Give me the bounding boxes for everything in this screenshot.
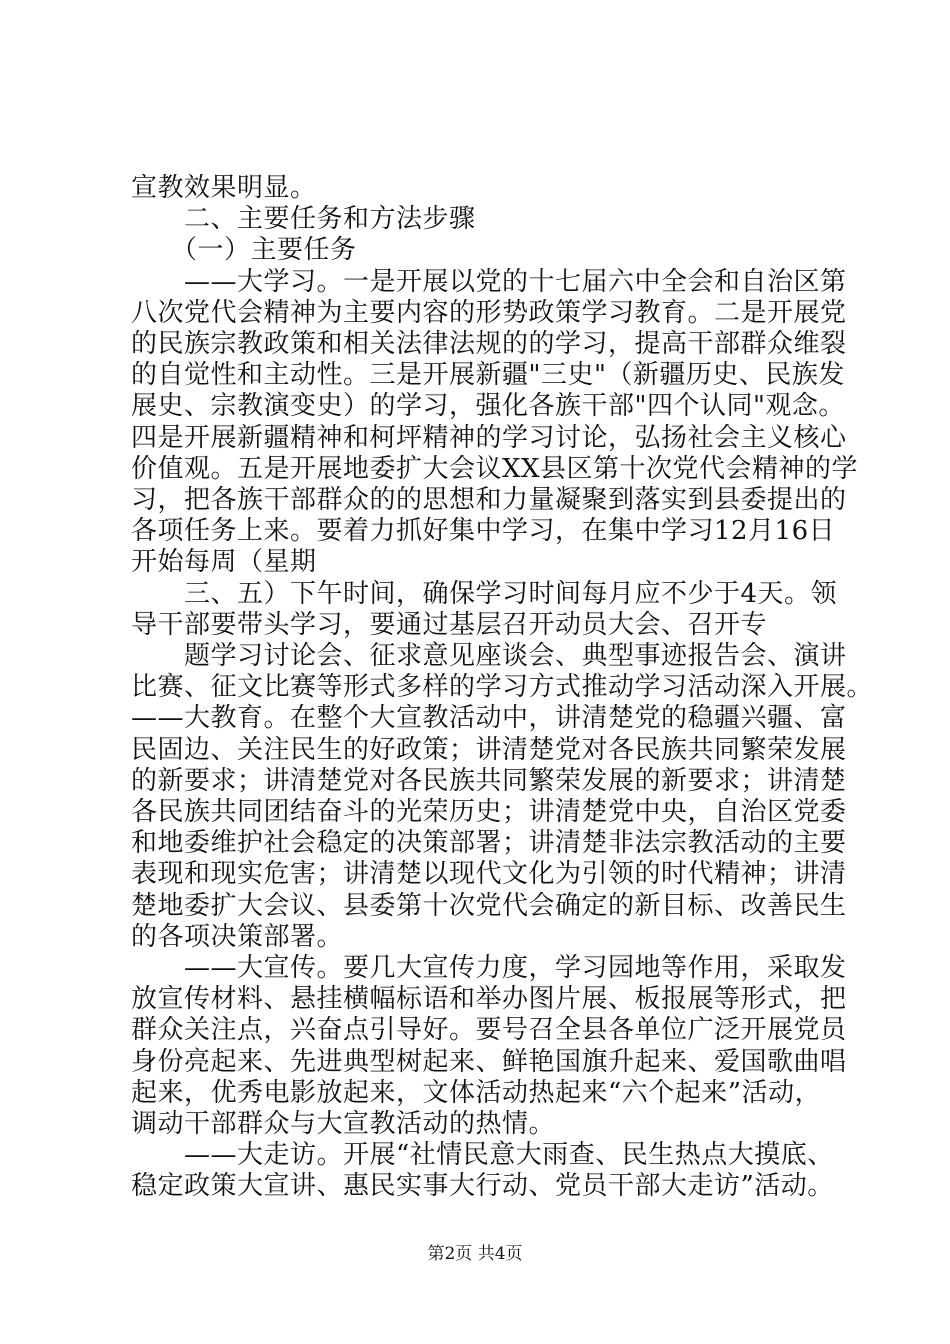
text-line: 稳定政策大宣讲、惠民实事大行动、党员干部大走访”活动。 <box>131 1171 834 1201</box>
text-line: 题学习讨论会、征求意见座谈会、典型事迹报告会、演讲 <box>131 641 847 671</box>
text-line: 习，把各族干部群众的的思想和力量凝聚到落实到县委提出的 <box>131 485 847 515</box>
text-line: ——大宣传。要几大宣传力度，学习园地等作用，采取发 <box>131 953 847 983</box>
text-line: （一）主要任务 <box>131 235 357 265</box>
text-line: 起来，优秀电影放起来，文体活动热起来“六个起来”活动， <box>131 1078 822 1108</box>
text-line: ——大学习。一是开展以党的十七届六中全会和自治区第 <box>131 267 847 297</box>
text-line: 三、五）下午时间，确保学习时间每月应不少于4天。领 <box>131 579 838 609</box>
text-line: 比赛、征文比赛等形式多样的学习方式推动学习活动深入开展。 <box>131 672 874 702</box>
text-line: 导干部要带头学习，要通过基层召开动员大会、召开专 <box>131 610 768 640</box>
text-line: 宣教效果明显。 <box>131 173 317 203</box>
page-footer: 第2页 共4页 <box>427 1244 523 1264</box>
text-line: 展史、宗教演变史）的学习，强化各族干部"四个认同"观念。 <box>131 391 845 421</box>
text-line: 调动干部群众与大宣教活动的热情。 <box>131 1109 556 1139</box>
text-line: 二、主要任务和方法步骤 <box>131 204 476 234</box>
text-line: 民固边、关注民生的好政策；讲清楚党对各民族共同繁荣发展 <box>131 735 847 765</box>
text-line: 群众关注点，兴奋点引导好。要号召全县各单位广泛开展党员 <box>131 1015 847 1045</box>
text-line: 和地委维护社会稳定的决策部署；讲清楚非法宗教活动的主要 <box>131 828 847 858</box>
text-line: 四是开展新疆精神和柯坪精神的学习讨论，弘扬社会主义核心 <box>131 423 847 453</box>
text-line: 表现和现实危害；讲清楚以现代文化为引领的时代精神；讲清 <box>131 859 847 889</box>
text-line: 价值观。五是开展地委扩大会议XX县区第十次党代会精神的学 <box>131 454 859 484</box>
text-line: 的各项决策部署。 <box>131 922 344 952</box>
text-line: 的民族宗教政策和相关法律法规的的学习，提高干部群众维裂 <box>131 329 847 359</box>
text-line: ——大走访。开展“社情民意大雨查、民生热点大摸底、 <box>131 1140 834 1170</box>
text-line: 身份亮起来、先进典型树起来、鲜艳国旗升起来、爱国歌曲唱 <box>131 1047 847 1077</box>
text-line: 楚地委扩大会议、县委第十次党代会确定的新目标、改善民生 <box>131 891 847 921</box>
text-line: 八次党代会精神为主要内容的形势政策学习教育。二是开展党 <box>131 298 847 328</box>
text-line: 各民族共同团结奋斗的光荣历史；讲清楚党中央，自治区党委 <box>131 797 847 827</box>
text-line: 的新要求；讲清楚党对各民族共同繁荣发展的新要求；讲清楚 <box>131 766 847 796</box>
text-line: ——大教育。在整个大宣教活动中，讲清楚党的稳疆兴疆、富 <box>131 703 847 733</box>
text-line: 开始每周（星期 <box>131 547 317 577</box>
text-line: 各项任务上来。要着力抓好集中学习，在集中学习12月16日 <box>131 516 836 546</box>
text-line: 放宣传材料、悬挂横幅标语和举办图片展、板报展等形式，把 <box>131 984 847 1014</box>
text-line: 的自觉性和主动性。三是开展新疆"三史"（新疆历史、民族发 <box>131 360 845 390</box>
